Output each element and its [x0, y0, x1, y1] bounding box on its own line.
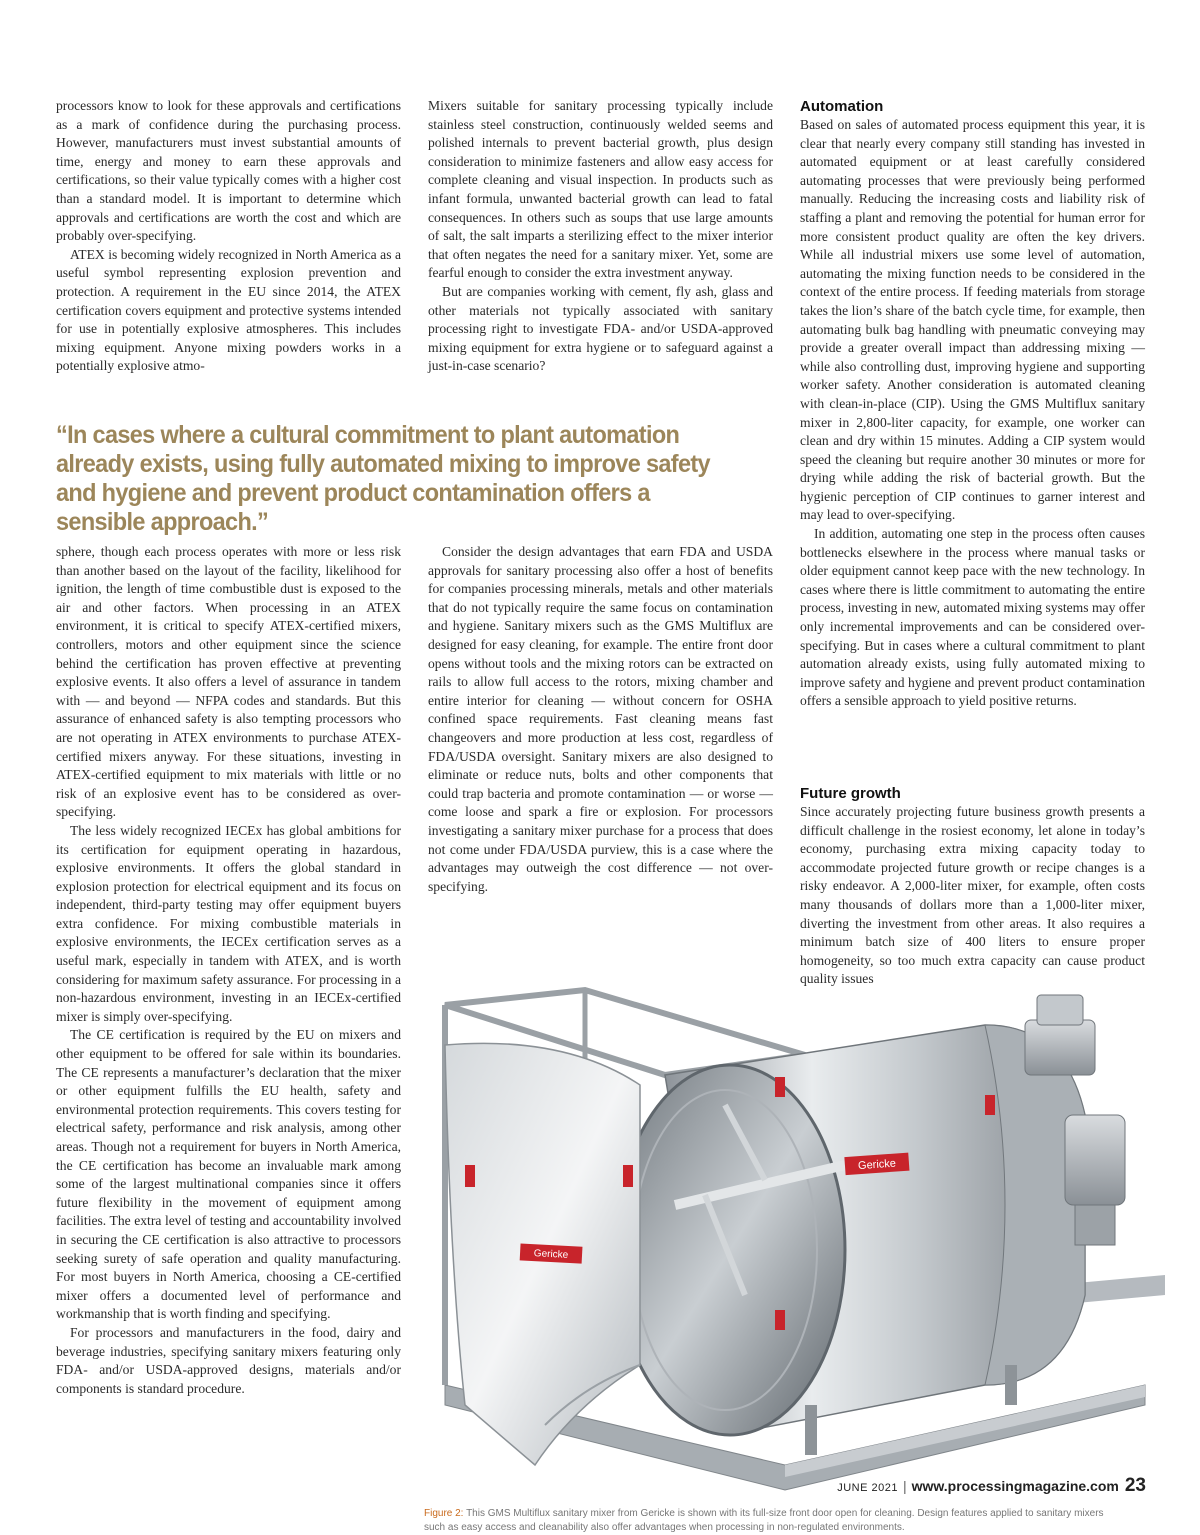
door-handle: [465, 1165, 475, 1187]
column-1-bottom: [56, 543, 401, 1398]
section-heading-automation: Automation: [800, 98, 884, 115]
issue-date: JUNE 2021: [837, 1482, 898, 1494]
column-1-top: [56, 97, 401, 376]
figure-mixer-photo: [425, 965, 1165, 1505]
website-url: www.processingmagazine.com: [911, 1478, 1119, 1494]
section-heading-future-growth: Future growth: [800, 785, 901, 802]
paragraph: For processors and manufacturers in the food, dairy and beverage industries, specifying sanitary mixers featuring only FDA- and/or USDA-approved designs, materials and/or components is standard procedure.: [56, 1324, 401, 1396]
mixer-illustration: [425, 965, 1165, 1505]
caption-text: This GMS Multiflux sanitary mixer from Gericke is shown with its full-size front door open for cleaning. Design features applied to sanitary mixers such as easy access and cleanability also offer advantages when processing in non-regulated environments.: [424, 1508, 1104, 1533]
paragraph: processors know to look for these approvals and certifications as a mark of confidence during the purchasing process. However, manufacturers must invest substantial amounts of time, energy and money to earn these approvals and certifications, so their value typically comes with a higher cost than a standard model. It is important to determine which approvals and certifications are worth the cost and which are probably over-specifying.: [56, 98, 401, 244]
page-footer: [837, 1475, 1146, 1497]
column-3: [800, 97, 1145, 711]
paragraph: Since accurately projecting future business growth presents a difficult challenge in the rosiest economy, let alone in today’s economy, purchasing extra mixing capacity today to accommodate projected future growth or recipe changes is a risky endeavor. A 2,000-liter mixer, for example, often costs many thousands of dollars more than a 1,000-liter mixer, diverting the investment from other areas. It also requires a minimum batch size of 400 liters to ensure proper homogeneity, so too much extra capacity can cause product quality issues: [800, 804, 1145, 987]
paragraph: ATEX is becoming widely recognized in North America as a useful symbol representing explosion prevention and protection. A requirement in the EU since 2014, the ATEX certification covers equipment and protective systems intended for use in potentially explosive atmospheres. This includes mixing equipment. Anyone mixing powders works in a potentially explosive atmo-: [56, 246, 401, 374]
paragraph: In addition, automating one step in the process often causes bottlenecks elsewhere in the process where manual tasks or older equipment cannot keep pace with the new technology. In cases where there is little commitment to automating the entire process, investing in new, automated mixing systems may offer only incremental improvements and can be considered over-specifying. But in cases where a cultural commitment to plant automation already exists, using fully automated mixing to improve safety and hygiene and prevent product contamination offers a sensible approach to yield positive returns.: [800, 526, 1145, 709]
paragraph: The less widely recognized IECEx has global ambitions for its certification for equipment operating in hazardous, explosive environments. It offers the global standard in explosion protection for electrical equipment and its focus on independent, third-party testing may offer equipment buyers extra confidence. For mixing combustible materials in explosive environments, the IECEx certification serves as a useful mark, especially in tandem with ATEX, and is worth considering for maximum safety assurance. For processing in a non-hazardous environment, investing in an IECEx-certified mixer is simply over-specifying.: [56, 822, 401, 1024]
paragraph: sphere, though each process operates with more or less risk than another based on the layout of the facility, likelihood for ignition, the length of time combustible dust is exposed to the air and other factors. When processing in an ATEX environment, it is critical to specify ATEX-certified mixers, controllers, motors and other equipment since the science behind the certification has proven effective at preventing explosive events. It also offers a level of assurance in tandem with — and beyond — NFPA codes and standards. But this assurance of enhanced safety is also tempting processors who are not operating in ATEX environments to purchase ATEX-certified mixers anyway. For these situations, investing in ATEX-certified equipment to mix materials with little or no risk of an explosive event has to be considered as over-specifying.: [56, 544, 401, 820]
brand-label: Gericke: [857, 1157, 897, 1173]
pull-quote: “In cases where a cultural commitment to plant automation already exists, using fully automated mixing to improve safety and hygiene and prevent product contamination offers a sensible approach.”: [56, 421, 710, 536]
paragraph: Mixers suitable for sanitary processing typically include stainless steel construction, continuously welded seems and polished internals to prevent bacterial growth, plus design consideration to minimize fasteners and allow easy access for complete cleaning and visual inspection. In products such as infant formula, unwanted bacterial growth can lead to fatal consequences. In others such as soups that use large amounts of salt, the salt imparts a sterilizing effect to the mixer interior that often negates the need for a sanitary mixer. Yet, some are fearful enough to consider the extra investment anyway.: [428, 98, 773, 281]
column-3-bottom: [800, 784, 1145, 989]
figure-caption: [424, 1507, 1124, 1535]
paragraph: The CE certification is required by the EU on mixers and other equipment to be offered for sale within its boundaries. The CE represents a manufacturer’s declaration that the mixer or other equipment fulfills the EU health, safety and environmental protection requirements. This covers testing for electrical safety, performance and risk analysis, among other areas. Though not a requirement for buyers in North America, the CE certification has become an invaluable mark among some of the largest multinational companies since it offers future flexibility in the movement of equipment among facilities. The extra level of testing and accountability involved in securing the CE certification is also attractive to processors seeking surety of safe operation and quality manufacturing. For most buyers in North America, choosing a CE-certified mixer offers a documented level of performance and workmanship that is worth finding and specifying.: [56, 1027, 401, 1322]
column-2-bottom: [428, 543, 773, 896]
paragraph: But are companies working with cement, fly ash, glass and other materials not typically associated with sanitary processing right to investigate FDA- and/or USDA-approved mixing equipment for extra hygiene or to safeguard against a just-in-case scenario?: [428, 283, 773, 374]
gearbox: [1065, 1115, 1125, 1205]
column-2-top: [428, 97, 773, 376]
brand-label: Gericke: [533, 1248, 569, 1261]
paragraph: Based on sales of automated process equipment this year, it is clear that nearly every company still standing has invested in automated equipment or at least carefully considered automating processes that were previously being performed manually. Reducing the increasing costs and liability risk of staffing a plant and removing the potential for human error for more consistent product quality are often the key drivers. While all industrial mixers use some level of automation, automating the mixing function needs to be considered in the context of the entire process. If feeding materials from storage takes the lion’s share of the batch cycle time, for example, then automating bulk bag handling with pneumatic conveying may provide a greater overall impact than addressing mixing — while also controlling dust, improving hygiene and supporting worker safety. Another consideration is automated cleaning with clean-in-place (CIP). Using the GMS Multiflux sanitary mixer in 2,800-liter capacity, for example, one worker can clean and dry within 15 minutes. Adding a CIP system would speed the cleaning but require another 30 minutes or more for drying while adding the risk of bacterial growth. But the hygienic perception of CIP continues to garner interest and may lead to over-specifying.: [800, 117, 1145, 523]
footer-separator: |: [903, 1478, 907, 1494]
motor: [1025, 1020, 1095, 1075]
page-number: 23: [1124, 1475, 1146, 1496]
paragraph: Consider the design advantages that earn FDA and USDA approvals for sanitary processing also offer a host of benefits for companies processing minerals, metals and other materials that do not typically require the same focus on contamination and hygiene. Sanitary mixers such as the GMS Multiflux are designed for easy cleaning, for example. The entire front door opens without tools and the mixing rotors can be extracted on rails to allow full access to the rotors, mixing chamber and entire interior for cleaning — without concern for OSHA confined space requirements. Fast cleaning means fast changeovers and more production at less cost, regardless of FDA/USDA oversight. Sanitary mixers are also designed to eliminate or reduce nuts, bolts and other components that could trap bacteria and promote contamination — or worse — come loose and spark a fire or explosion. For processors investigating a sanitary mixer purchase for a process that does not come under FDA/USDA purview, this is a case where the advantages may outweigh the cost difference — not over-specifying.: [428, 544, 773, 894]
caption-label: Figure 2:: [424, 1508, 464, 1519]
